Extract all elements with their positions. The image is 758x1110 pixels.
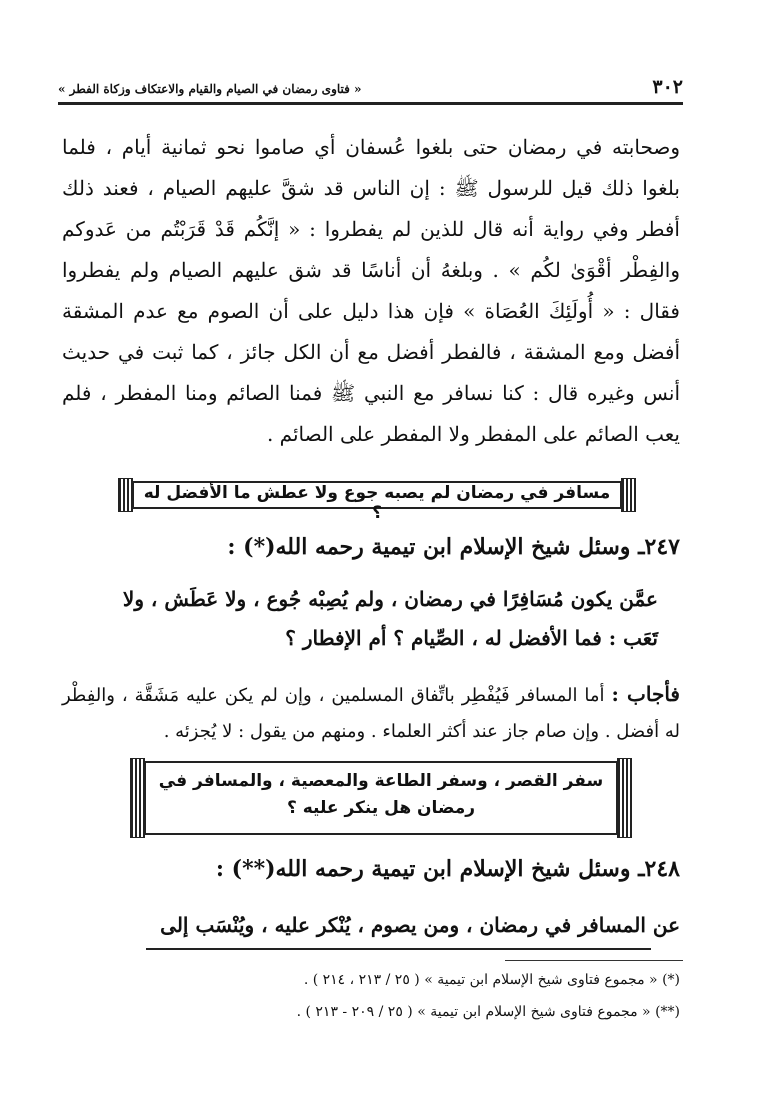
footnote-1: (*) « مجموع فتاوى شيخ الإسلام ابن تيمية » ( ٢٥ / ٢١٣ ، ٢١٤ ) . [303,972,680,988]
banner-ornament-left [130,758,145,838]
running-title: « فتاوى رمضان في الصيام والقيام والاعتكاف وزكاة الفطر » [58,82,362,96]
banner-title-line-2: رمضان هل ينكر عليه ؟ [286,798,476,818]
answer-text: أما المسافر فَيُفْطِر باتِّفاق المسلمين ، وإن لم يكن عليه مَشَقَّة ، والفِطْر له أفضل . وإن صام جاز عند أكثر العلماء . ومنهم من يقول : لا يُجزئه . [62,685,680,742]
banner-ornament-left [118,478,133,512]
question-text-248: عن المسافر في رمضان ، ومن يصوم ، يُنْكر عليه ، ويُنْسَب إلى [160,913,680,937]
banner-ornament-right [621,478,636,512]
footnote-2: (**) « مجموع فتاوى شيخ الإسلام ابن تيمية » ( ٢٥ / ٢٠٩ - ٢١٣ ) . [296,1004,680,1020]
answer-lead: فأجاب : [611,682,680,706]
body-paragraph: وصحابته في رمضان حتى بلغوا عُسفان أي صاموا نحو ثمانية أيام ، فلما بلغوا ذلك قيل للرسول ﷺ : إن الناس قد شقَّ عليهم الصيام ، فعند ذلك أفطر وفي رواية أنه قال للذين لم يفطروا : « إنَّكُم قَدْ قَرَبْتُم من عَدوكم والفِطْر أقْوَىٰ لكُم » . وبلغهُ أن أناسًا قد شق عليهم الصيام ولم يفطروا فقال : « أُولَئِكَ العُصَاة » فإن هذا دليل على أن الصوم مع عدم المشقة أفضل ومع المشقة ، فالفطر أفضل مع أن الكل جائز ، كما ثبت في حديث أنس وغيره قال : كنا نسافر مع النبي ﷺ فمنا الصائم ومنا المفطر ، فلم يعب الصائم على المفطر ولا المفطر على الصائم . [62,135,680,446]
page-number: ٣٠٢ [652,76,683,98]
page-header [58,76,683,100]
answer-paragraph [62,676,680,750]
section-banner-2 [130,758,632,838]
banner-title [150,768,612,822]
footnote-rule [505,960,683,961]
section-banner-1 [118,478,636,523]
question-title-248: ٢٤٨ـ وسئل شيخ الإسلام ابن تيمية رحمه الله(**) : [215,856,680,882]
banner-title-line-1: سفر القصر ، وسفر الطاعة والمعصية ، والمسافر في [158,771,604,791]
question-text-247: عمَّن يكون مُسَافِرًا في رمضان ، ولم يُصِبْه جُوع ، ولا عَطَش ، ولا تَعَب : فما الأفضل له ، الصِّيام ؟ أم الإفطار ؟ [122,587,658,650]
question-underline [146,948,651,950]
header-rule [58,102,683,105]
banner-title: مسافر في رمضان لم يصبه جوع ولا عطش ما الأفضل له ؟ [143,483,611,523]
question-title-247: ٢٤٧ـ وسئل شيخ الإسلام ابن تيمية رحمه الله(*) : [227,534,680,560]
banner-ornament-right [617,758,632,838]
